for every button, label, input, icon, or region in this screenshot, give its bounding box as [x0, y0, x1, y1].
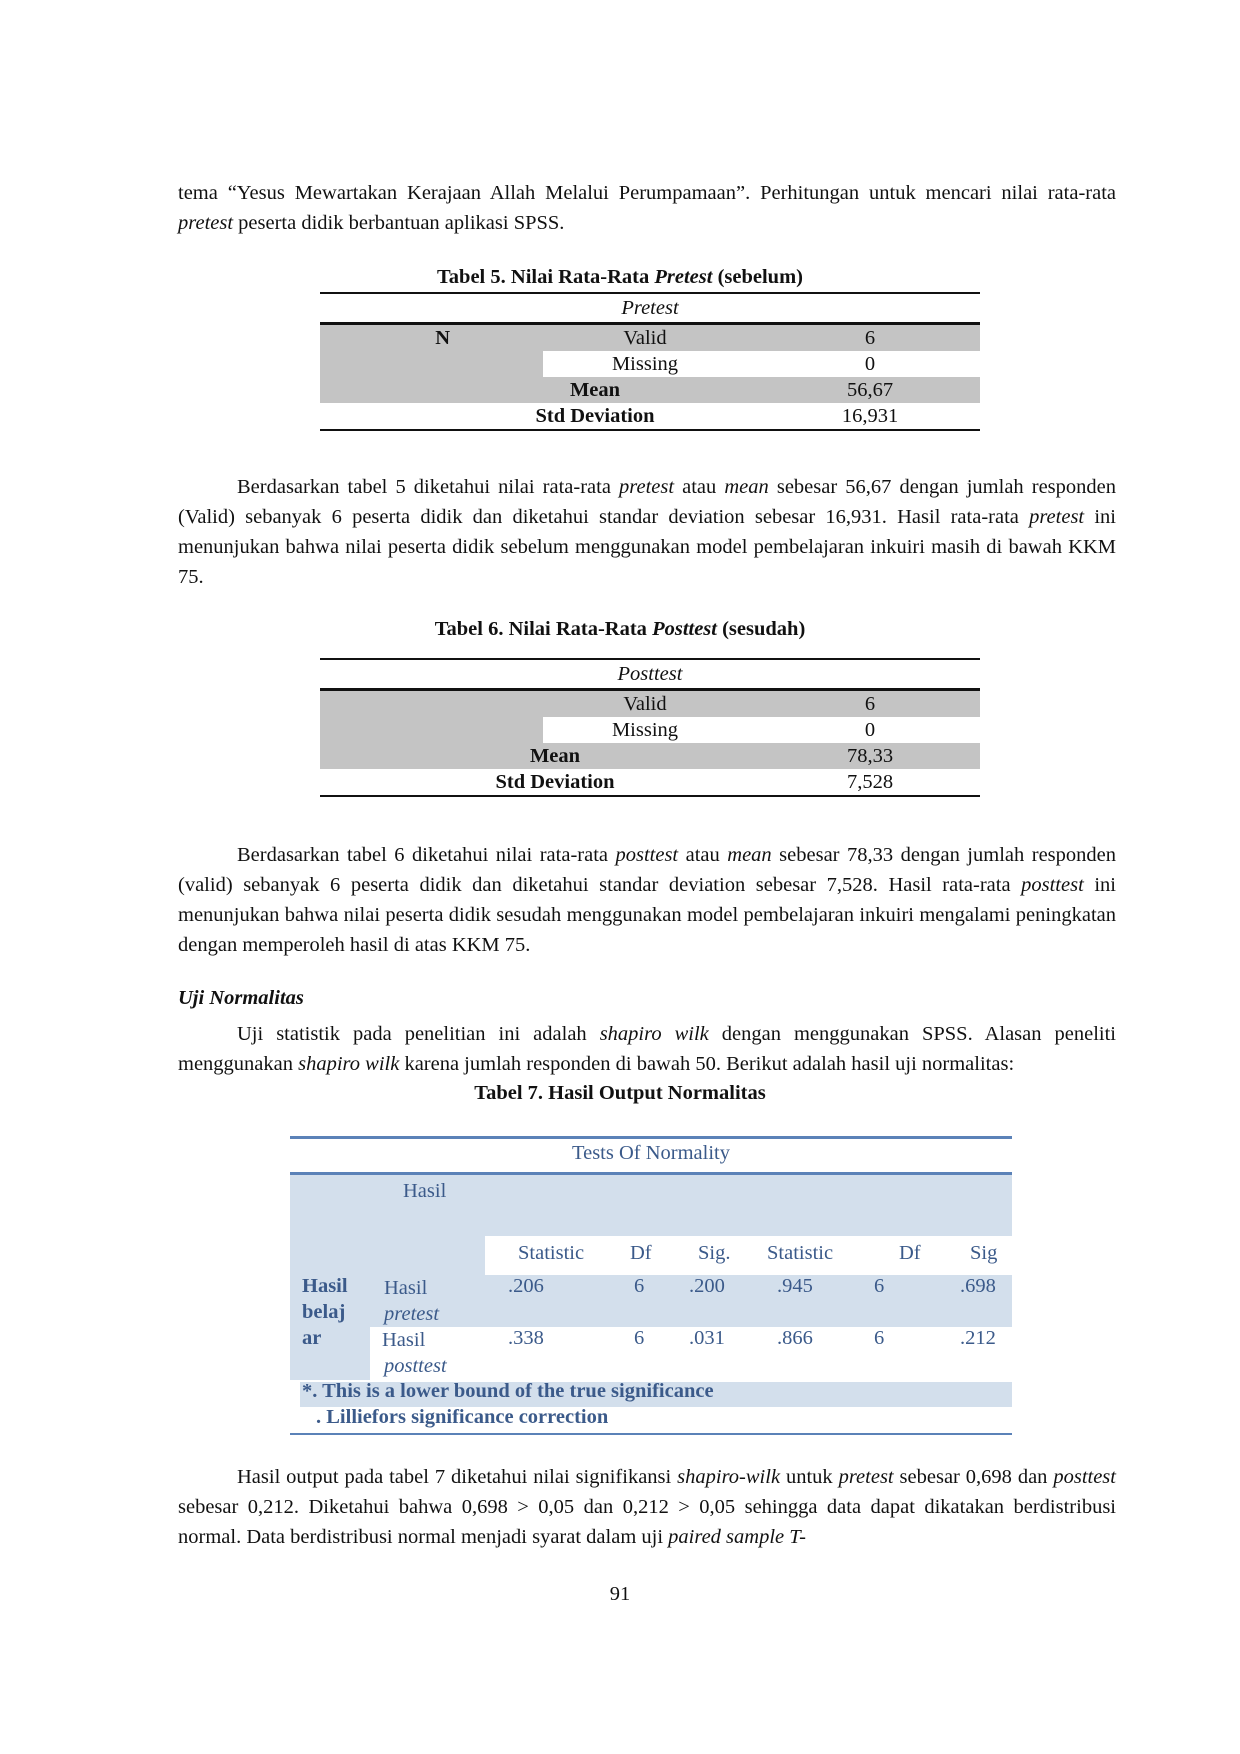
italic: shapiro wilk — [298, 1053, 400, 1075]
table6-row-mean — [320, 743, 980, 769]
group-label-line: Hasil — [302, 1275, 348, 1297]
cell: .206 — [508, 1275, 544, 1297]
row-value: 78,33 — [846, 745, 894, 767]
cell: 6 — [874, 1275, 885, 1297]
cell: 6 — [634, 1327, 645, 1349]
col-header: Statistic — [518, 1242, 585, 1264]
cell: .945 — [777, 1275, 813, 1297]
italic: paired sample T- — [668, 1526, 806, 1548]
page-number: 91 — [609, 1583, 631, 1605]
row-label: Std Deviation — [535, 405, 655, 427]
col-header: Sig — [970, 1242, 998, 1264]
table5-row-mean — [320, 377, 980, 403]
italic: shapiro-wilk — [677, 1466, 781, 1488]
table5-row-valid — [320, 325, 980, 351]
table6-row-valid — [320, 691, 980, 717]
italic: pretest — [838, 1466, 894, 1488]
section-heading: Uji Normalitas — [178, 987, 304, 1009]
table-rule — [290, 1433, 1012, 1435]
table-rule — [320, 795, 980, 797]
table7 — [290, 1136, 1012, 1428]
row-label: Valid — [623, 327, 667, 349]
text: sebesar 0,212. Diketahui bahwa 0,698 > 0,05 dan 0,212 > 0,05 sehingga data dapat dikatakan berdistribusi normal. Data berdistribusi normal menjadi syarat dalam uji — [178, 1496, 1116, 1548]
col-header: Df — [899, 1242, 921, 1264]
intro-italic: pretest — [178, 212, 234, 234]
row-value: 6 — [864, 327, 876, 349]
cell: .031 — [689, 1327, 725, 1349]
cell: .338 — [508, 1327, 544, 1349]
paragraph-table7 — [178, 1462, 1116, 1552]
caption-italic: Pretest — [654, 266, 713, 288]
italic: mean — [727, 844, 772, 866]
cell: 6 — [874, 1327, 885, 1349]
text: Hasil output pada tabel 7 diketahui nilai signifikansi — [237, 1466, 678, 1488]
text: karena jumlah responden di bawah 50. Berikut adalah hasil uji normalitas: — [399, 1053, 1015, 1075]
text: ini menunjukan bahwa nilai peserta didik sesudah menggunakan model pembelajaran inkuiri mengalami peningkatan dengan memperoleh hasil di atas KKM 75. — [178, 874, 1116, 956]
italic: shapiro wilk — [599, 1023, 709, 1045]
row-value: 7,528 — [846, 771, 894, 793]
row-label-line: Hasil — [382, 1329, 426, 1351]
row-label: Std Deviation — [495, 771, 615, 793]
cell: 6 — [634, 1275, 645, 1297]
row-value: 0 — [864, 353, 876, 375]
text: atau — [674, 476, 725, 498]
col-header: Sig. — [698, 1242, 731, 1264]
paragraph-normalitas — [178, 1019, 1116, 1079]
cell: .200 — [689, 1275, 725, 1297]
intro-text: peserta didik berbantuan aplikasi SPSS. — [233, 212, 565, 234]
group-label-line: ar — [302, 1327, 322, 1349]
table7-title: Tests Of Normality — [572, 1142, 730, 1164]
cell: .212 — [960, 1327, 996, 1349]
caption-text: Tabel 5 — [437, 266, 501, 288]
cell: .866 — [777, 1327, 813, 1349]
cell: .698 — [960, 1275, 996, 1297]
caption-text: . Nilai Rata-Rata — [500, 266, 655, 288]
paragraph-table5 — [178, 472, 1116, 592]
table-rule — [320, 429, 980, 431]
caption-italic: Posttest — [652, 618, 717, 640]
row-label: Missing — [611, 719, 679, 741]
row-value: 56,67 — [846, 379, 894, 401]
text: Uji statistik pada penelitian ini adalah — [237, 1023, 600, 1045]
col-header: Df — [630, 1242, 652, 1264]
row-value: 0 — [864, 719, 876, 741]
row-label-italic: posttest — [384, 1355, 447, 1377]
caption-text: (sesudah) — [716, 618, 806, 640]
text: atau — [678, 844, 728, 866]
row-value: 16,931 — [841, 405, 899, 427]
table6-caption — [0, 618, 1240, 641]
row-value: 6 — [864, 693, 876, 715]
text: ini menunjukan bahwa nilai peserta didik sebelum menggunakan model pembelajaran inkuiri masih di bawah KKM 75. — [178, 506, 1116, 588]
paragraph-table6 — [178, 840, 1116, 960]
table-rule — [290, 1136, 1012, 1139]
row-label — [384, 1275, 439, 1327]
italic: posttest — [1053, 1466, 1116, 1488]
group-label — [302, 1273, 348, 1351]
text: sebesar 78,33 dengan jumlah responden (valid) sebanyak 6 peserta didik dan diketahui standar deviation sebesar 7,528. Hasil rata-rata — [178, 844, 1116, 896]
n-label: N — [435, 327, 450, 349]
table-rule — [320, 292, 980, 294]
table5-row-std — [320, 403, 980, 429]
table5-row-missing — [320, 351, 980, 377]
italic: pretest — [1029, 506, 1085, 528]
table7-caption: Tabel 7. Hasil Output Normalitas — [474, 1082, 766, 1104]
row-label — [382, 1327, 447, 1379]
col-header: Statistic — [767, 1242, 834, 1264]
row-label: Mean — [529, 745, 581, 767]
text: untuk — [780, 1466, 839, 1488]
row-label-line: Hasil — [384, 1277, 428, 1299]
caption-text: (sebelum) — [712, 266, 803, 288]
row-label: Missing — [611, 353, 679, 375]
text: Berdasarkan tabel 6 diketahui nilai rata-rata — [237, 844, 616, 866]
text: sebesar 0,698 dan — [893, 1466, 1054, 1488]
corner-label: Hasil — [403, 1180, 447, 1202]
row-label: Mean — [569, 379, 621, 401]
row-label-italic: pretest — [384, 1303, 440, 1325]
table6-row-missing — [320, 717, 980, 743]
footnote-1: *. This is a lower bound of the true significance — [302, 1380, 714, 1402]
italic: posttest — [615, 844, 679, 866]
row-label: Valid — [623, 693, 667, 715]
intro-paragraph — [178, 178, 1116, 238]
caption-text: Tabel 6. Nilai Rata-Rata — [434, 618, 653, 640]
intro-line-1: tema “Yesus Mewartakan Kerajaan Allah Melalui Perumpamaan”. Perhitungan untuk mencari nilai — [178, 182, 1038, 204]
table5-caption — [0, 266, 1240, 289]
intro-text: rata-rata — [1047, 182, 1116, 204]
table6-header-row — [320, 661, 980, 687]
table5-header: Pretest — [621, 297, 679, 319]
italic: mean — [724, 476, 769, 498]
italic: posttest — [1021, 874, 1084, 896]
table6-row-std — [320, 769, 980, 795]
text: sebesar 56,67 dengan jumlah responden (Valid) sebanyak 6 peserta didik dan diketahui standar deviation sebesar 16,931. Hasil rata-rata — [178, 476, 1116, 528]
table6-header: Posttest — [617, 663, 683, 685]
text: dengan menggunakan SPSS. Alasan peneliti menggunakan — [178, 1023, 1116, 1075]
table-rule — [320, 658, 980, 660]
footnote-2: . Lilliefors significance correction — [316, 1406, 609, 1428]
group-label-line: belaj — [302, 1301, 346, 1323]
italic: pretest — [619, 476, 675, 498]
text: Berdasarkan tabel 5 diketahui nilai rata-rata — [237, 476, 619, 498]
table5-header-row — [320, 295, 980, 321]
